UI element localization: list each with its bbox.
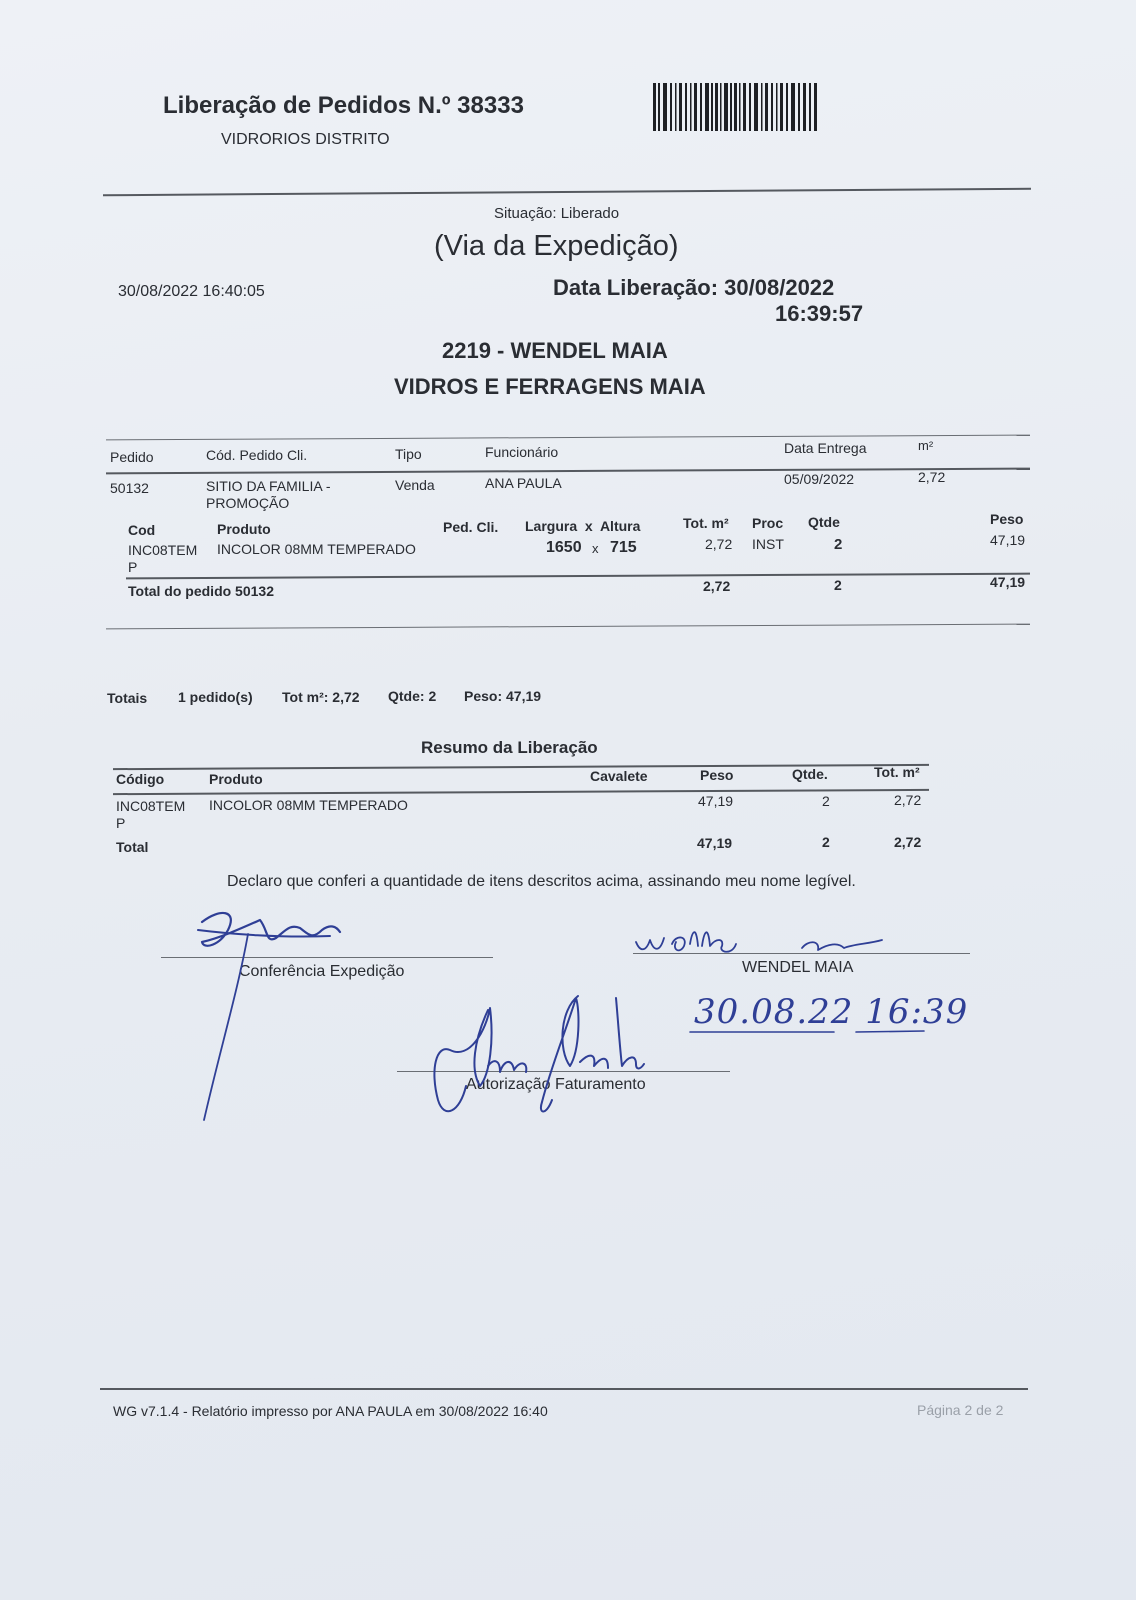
item-tot-m2: 2,72 [705,536,733,552]
col-data-entrega: Data Entrega [784,440,867,456]
row-cod-pedido-cli-cont: PROMOÇÃO [206,495,290,511]
col-cod-pedido-cli: Cód. Pedido Cli. [206,447,308,463]
item-col-tot-m2: Tot. m² [683,515,729,531]
col-m2: m² [918,438,934,453]
situacao-label: Situação: Liberado [494,205,620,222]
header-divider [103,188,1031,196]
order-total-peso: 47,19 [990,574,1026,590]
item-total-line [126,573,1030,580]
signature-conferencia-drawing [190,900,360,1130]
resumo-col-qtde: Qtde. [792,766,828,782]
resumo-row-qtde: 2 [822,793,830,809]
totals-label: Totais [107,690,148,706]
row-funcionario: ANA PAULA [485,475,562,491]
item-col-ped-cli: Ped. Cli. [443,519,499,535]
company-name: VIDRORIOS DISTRITO [221,131,390,148]
col-tipo: Tipo [395,446,422,462]
document-title: Liberação de Pedidos N.º 38333 [163,92,524,119]
item-peso: 47,19 [990,532,1026,548]
signature-cliente-drawing [632,922,902,962]
item-col-cod: Cod [128,522,156,538]
order-table-bottom-line [106,624,1030,630]
resumo-col-cavalete: Cavalete [590,768,648,784]
item-col-proc: Proc [752,515,784,531]
declaration-text: Declaro que conferi a quantidade de itens descritos acima, assinando meu nome legível. [227,873,856,890]
resumo-total-tot-m2: 2,72 [894,834,922,850]
item-produto: INCOLOR 08MM TEMPERADO [217,541,416,557]
signature-autorizacao-drawing [430,990,660,1130]
signature-label-cliente: WENDEL MAIA [742,959,854,976]
resumo-row-tot-m2: 2,72 [894,792,922,808]
client-company: VIDROS E FERRAGENS MAIA [394,374,706,399]
resumo-col-produto: Produto [209,771,263,787]
resumo-row-codigo-cont: P [116,815,126,831]
data-liberacao: Data Liberação: 30/08/2022 [553,275,835,300]
col-funcionario: Funcionário [485,444,559,460]
signature-label-autorizacao: Autorização Faturamento [466,1076,646,1093]
footer-page-number: Página 2 de 2 [917,1402,1004,1418]
order-total-qtde: 2 [834,577,842,593]
totals-peso: Peso: 47,19 [464,688,542,704]
resumo-row-codigo: INC08TEM [116,798,186,814]
order-table-top-line [106,435,1030,441]
row-m2: 2,72 [918,469,946,485]
via-label: (Via da Expedição) [434,230,679,262]
item-cod: INC08TEM [128,542,198,558]
item-col-peso: Peso [990,511,1024,527]
row-cod-pedido-cli: SITIO DA FAMILIA - [206,478,331,494]
resumo-total-peso: 47,19 [697,835,733,851]
resumo-col-codigo: Código [116,771,165,787]
item-col-qtde: Qtde [808,514,840,530]
row-pedido: 50132 [110,480,149,496]
handwritten-date: 30.08.22 16:39 [694,992,969,1032]
signature-label-conferencia: Conferência Expedição [239,963,405,980]
order-total-label: Total do pedido 50132 [128,583,274,599]
client-code-name: 2219 - WENDEL MAIA [442,338,668,363]
item-altura: 715 [610,539,637,556]
item-proc: INST [752,536,784,552]
resumo-title: Resumo da Liberação [421,738,598,757]
row-tipo: Venda [395,477,435,493]
totals-pedidos: 1 pedido(s) [178,689,253,705]
handwritten-date-underline [688,1026,928,1038]
totals-qtde: Qtde: 2 [388,688,437,704]
order-table-header-line [106,468,1030,475]
resumo-row-produto: INCOLOR 08MM TEMPERADO [209,797,408,813]
item-largura: 1650 [546,539,582,556]
item-cod-cont: P [128,559,138,575]
footer-divider [100,1388,1028,1390]
totals-m2: Tot m²: 2,72 [282,689,360,705]
item-col-largura-altura: Largura x Altura [525,518,641,534]
barcode [653,83,819,133]
item-qtde: 2 [834,536,843,553]
item-times: x [592,541,599,556]
footer-printed-by: WG v7.1.4 - Relatório impresso por ANA PAULA em 30/08/2022 16:40 [113,1403,548,1419]
row-data-entrega: 05/09/2022 [784,471,855,487]
resumo-total-qtde: 2 [822,834,830,850]
item-col-produto: Produto [217,521,271,537]
printed-datetime: 30/08/2022 16:40:05 [118,283,265,300]
resumo-row-peso: 47,19 [698,793,734,809]
resumo-col-tot-m2: Tot. m² [874,764,920,780]
resumo-total-label: Total [116,839,149,855]
data-liberacao-time: 16:39:57 [775,301,864,326]
resumo-col-peso: Peso [700,767,734,783]
order-total-m2: 2,72 [703,578,731,594]
resumo-header-line [113,789,929,795]
col-pedido: Pedido [110,449,154,465]
